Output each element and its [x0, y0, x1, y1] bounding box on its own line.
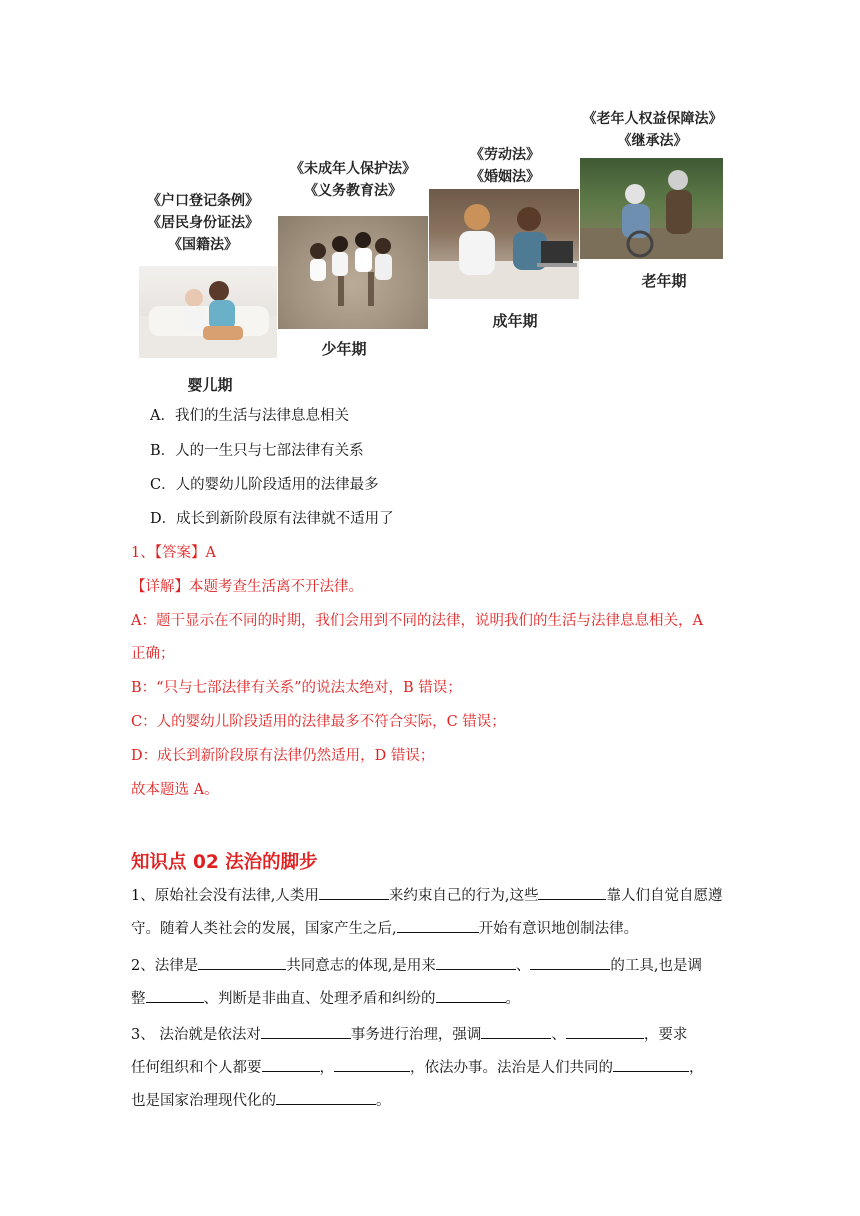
blank-field[interactable] [481, 1024, 551, 1039]
answer-line: 1、【答案】A [131, 545, 216, 561]
section-title: 知识点 02 法治的脚步 [131, 852, 318, 873]
blank-field[interactable] [262, 1057, 320, 1072]
youth-photo [278, 216, 428, 329]
blank-field[interactable] [538, 885, 606, 900]
blank-field[interactable] [261, 1024, 351, 1039]
blank-field[interactable] [436, 988, 506, 1003]
infant-stage-label: 婴儿期 [187, 376, 233, 394]
elderly-photo [580, 158, 723, 259]
explain-d: D：成长到新阶段原有法律仍然适用，D 错误； [131, 748, 435, 764]
option-a: A．我们的生活与法律息息相关 [150, 408, 349, 424]
blank-field[interactable] [566, 1024, 644, 1039]
blank-field[interactable] [397, 918, 479, 933]
elderly-laws: 《老年人权益保障法》 《继承法》 [582, 111, 723, 149]
question-2: 2、法律是 共同意志的体现,是用来 、 的工具,也是调 整 、判断是非曲直、处理矛盾和纠纷的 。 [131, 950, 731, 1016]
question-1: 1、原始社会没有法律,人类用 来约束自己的行为,这些 靠人们自觉自愿遵 守。随着人类社会的发展，国家产生之后, 开始有意识地创制法律。 [131, 880, 731, 946]
elderly-stage-label: 老年期 [641, 272, 687, 290]
explain-a-line2: 正确； [131, 646, 175, 662]
option-d: D．成长到新阶段原有法律就不适用了 [150, 511, 394, 527]
detail-line: 【详解】本题考查生活离不开法律。 [131, 579, 363, 595]
blank-field[interactable] [334, 1057, 410, 1072]
explain-c: C：人的婴幼儿阶段适用的法律最多不符合实际，C 错误； [131, 714, 506, 730]
explain-a-line1: A：题干显示在不同的时期，我们会用到不同的法律，说明我们的生活与法律息息相关，A [131, 613, 703, 629]
blank-field[interactable] [146, 988, 204, 1003]
blank-field[interactable] [198, 955, 286, 970]
blank-field[interactable] [613, 1057, 689, 1072]
final-answer: 故本题选 A。 [131, 782, 219, 798]
question-3: 3、 法治就是依法对 事务进行治理，强调 、 ，要求 任何组织和个人都要 ， ，依法办事。法治是人们共同的 ， 也是国家治理现代化的 。 [131, 1019, 731, 1118]
adult-photo [429, 189, 579, 299]
blank-field[interactable] [276, 1090, 376, 1105]
explain-b: B：“只与七部法律有关系”的说法太绝对，B 错误； [131, 680, 462, 696]
option-c: C．人的婴幼儿阶段适用的法律最多 [150, 477, 379, 493]
option-b: B．人的一生只与七部法律有关系 [150, 443, 364, 459]
adult-stage-label: 成年期 [492, 312, 538, 330]
youth-stage-label: 少年期 [321, 340, 367, 358]
blank-field[interactable] [319, 885, 389, 900]
infant-photo [139, 266, 277, 358]
blank-field[interactable] [530, 955, 610, 970]
blank-field[interactable] [436, 955, 516, 970]
youth-laws: 《未成年人保护法》 《义务教育法》 [290, 161, 416, 199]
infant-laws: 《户口登记条例》 《居民身份证法》 《国籍法》 [147, 193, 259, 253]
adult-laws: 《劳动法》 《婚姻法》 [470, 147, 540, 185]
